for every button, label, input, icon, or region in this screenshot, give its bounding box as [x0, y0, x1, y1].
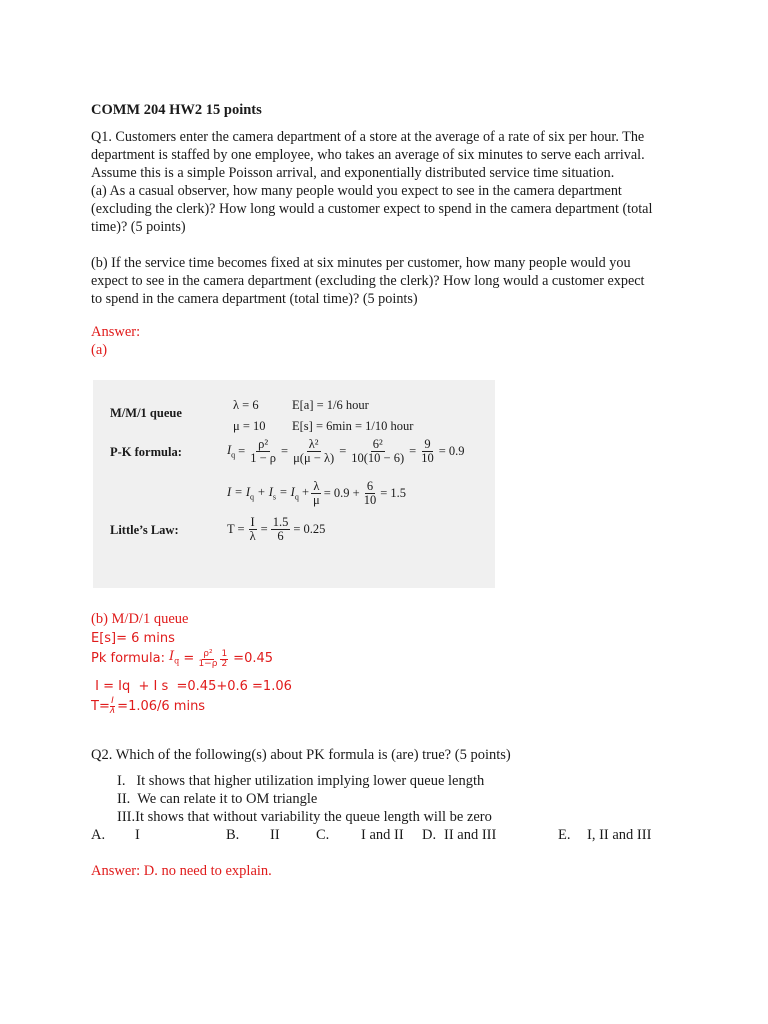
- littles-law-equation: [227, 516, 325, 543]
- fraction-num: I: [250, 515, 255, 529]
- mu-eq: μ = 10: [233, 419, 266, 433]
- t-result: =1.06/6 mins: [117, 698, 206, 714]
- answer-b-i-line: I = Iq + I s =0.45+0.6 =1.06: [91, 679, 292, 694]
- option-letter: E.: [558, 827, 571, 843]
- fraction-den: λ: [109, 706, 116, 716]
- answer-b-pk-formula: [91, 648, 273, 670]
- fraction-den: μ: [313, 493, 320, 507]
- answer-b-t-line: [91, 697, 205, 716]
- fraction-num: ρ²: [258, 437, 269, 451]
- q2-question: Q2. Which of the following(s) about PK formula is (are) true? (5 points): [91, 747, 511, 763]
- fraction-den: λ: [249, 529, 256, 543]
- fraction: [248, 516, 258, 543]
- fraction-num: I: [111, 696, 114, 706]
- option-text: I: [135, 827, 140, 843]
- fraction-num: λ: [313, 479, 320, 493]
- q1b-paragraph: [91, 254, 691, 308]
- q1b-line: expect to see in the camera department (excluding the clerk)? How long would a customer expect: [91, 273, 645, 289]
- option-letter: A.: [91, 827, 106, 843]
- pk-prefix: Pk formula:: [91, 651, 166, 667]
- iq-sub: q: [174, 656, 180, 666]
- fraction-num: λ²: [308, 437, 319, 451]
- option-text: II and III: [444, 827, 497, 843]
- fraction-den: 6: [277, 529, 284, 543]
- i-equation: $I = I_q + I_s = I_q$ + $\frac{\lambda}{\mu}$ = 0.9 + $\frac{6}{10}$ = 1.5: [227, 479, 407, 507]
- q1-paragraph: [91, 128, 691, 236]
- result-value: = 1.5: [380, 486, 407, 500]
- q1-line: department is staffed by one employee, who takes an average of six minutes to serve each arrival.: [91, 147, 645, 163]
- fraction: [311, 480, 322, 507]
- result-value: = 0.25: [293, 522, 326, 536]
- lambda-eq: λ = 6: [233, 398, 259, 412]
- i-part: I = I: [227, 485, 251, 500]
- t-prefix: T=: [91, 698, 110, 714]
- answer-a-label: (a): [91, 342, 108, 358]
- q1-line: time)? (5 points): [91, 219, 186, 235]
- equals-sign: =: [281, 444, 289, 458]
- i-part: = 0.9 +: [323, 486, 360, 500]
- q1b-line: to spend in the camera department (total time)? (5 points): [91, 291, 418, 307]
- t-lhs: T =: [227, 522, 245, 536]
- littles-law-label: Little’s Law:: [110, 523, 179, 537]
- result-value: = 0.9: [438, 444, 465, 458]
- q2-item: III.It shows that without variability the queue length will be zero: [117, 809, 492, 825]
- fraction-den: 10: [421, 451, 434, 465]
- answer-b-line2: E[s]= 6 mins: [91, 631, 175, 646]
- i-part: + I: [254, 485, 273, 500]
- answer-label: Answer:: [91, 324, 141, 340]
- fraction-num: ρ²: [203, 648, 213, 659]
- fraction-den: 10(10 − 6): [351, 451, 405, 465]
- formula-image: [93, 380, 495, 588]
- iq-sub: q: [231, 450, 236, 460]
- es-eq: E[s] = 6min = 1/10 hour: [292, 419, 414, 433]
- q1b-line: (b) If the service time becomes fixed at six minutes per customer, how many people would you: [91, 255, 631, 271]
- fraction: [110, 697, 115, 716]
- fraction: [198, 650, 217, 669]
- i-part: = I: [276, 485, 295, 500]
- answer-b-line1: (b) M/D/1 queue: [91, 611, 189, 627]
- option-letter: B.: [226, 827, 240, 843]
- mm1-label: M/M/1 queue: [110, 406, 182, 420]
- q1-line: Q1. Customers enter the camera department of a store at the average of a rate of six per hour. The: [91, 129, 645, 145]
- fraction-den: 2: [221, 658, 228, 669]
- pk-formula-equation: [227, 438, 465, 465]
- q1-line: (excluding the clerk)? How long would a customer expect to spend in the camera department (total: [91, 201, 653, 217]
- option-text: I, II and III: [587, 827, 652, 843]
- equals-sign: =: [260, 522, 268, 536]
- fraction-num: 9: [424, 437, 431, 451]
- fraction: [271, 516, 291, 543]
- q2-item: I. It shows that higher utilization implying lower queue length: [117, 773, 485, 789]
- page-title: COMM 204 HW2 15 points: [91, 102, 262, 118]
- q2-item: II. We can relate it to OM triangle: [117, 791, 318, 807]
- pk-formula-label: P-K formula:: [110, 445, 182, 459]
- option-letter: C.: [316, 827, 330, 843]
- fraction: [349, 438, 406, 465]
- option-letter: D.: [422, 827, 437, 843]
- option-text: II: [270, 827, 280, 843]
- fraction-den: 10: [363, 493, 377, 507]
- equals-sign: =: [409, 444, 417, 458]
- q2-answer: Answer: D. no need to explain.: [91, 863, 272, 879]
- fraction-den: 1−ρ: [198, 658, 218, 669]
- fraction-num: 1: [221, 648, 228, 659]
- fraction: [291, 438, 336, 465]
- fraction-num: 1.5: [272, 515, 289, 529]
- iq-symbol: I: [169, 649, 175, 664]
- equals-sign: =: [179, 651, 199, 667]
- i-part: +: [298, 485, 310, 500]
- fraction-num: 6²: [372, 437, 383, 451]
- q1-line: Assume this is a simple Poisson arrival, and exponentially distributed service time situation.: [91, 165, 615, 181]
- fraction: [248, 438, 278, 465]
- fraction-den: μ(μ − λ): [293, 451, 335, 465]
- fraction: [419, 438, 436, 465]
- fraction: [220, 650, 228, 669]
- equals-sign: =: [339, 444, 347, 458]
- ea-eq: E[a] = 1/6 hour: [292, 398, 369, 412]
- fraction: [362, 480, 379, 507]
- q1-line: (a) As a casual observer, how many people would you expect to see in the camera department: [91, 183, 622, 199]
- option-text: I and II: [361, 827, 404, 843]
- fraction-num: 6: [366, 479, 374, 493]
- iq-symbol: I: [227, 443, 232, 458]
- fraction-den: 1 − ρ: [250, 451, 277, 465]
- equals-sign: =: [238, 444, 246, 458]
- pk-result: =0.45: [233, 651, 274, 667]
